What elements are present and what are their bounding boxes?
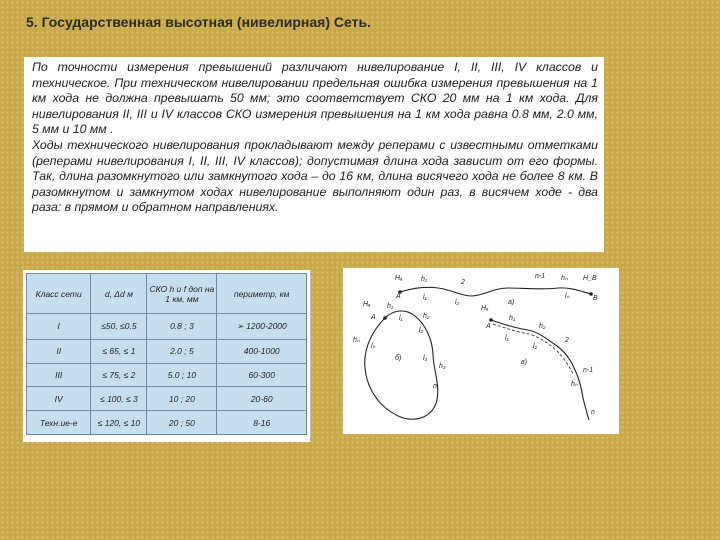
label-l2-open: l₂ (455, 299, 460, 306)
label-h1-open: h₁ (421, 276, 428, 283)
label-l3-closed: l₃ (423, 355, 428, 362)
cell-perimeter: ➢ 1200-2000 (217, 314, 307, 340)
leveling-routes-diagram (343, 268, 619, 434)
closed-route-line (365, 311, 438, 419)
label-ha-open: Hₐ (395, 275, 403, 282)
table-row (27, 411, 307, 435)
header-perimeter: периметр, км (217, 274, 307, 314)
cell-class: Техн.ие-е (27, 411, 91, 435)
point-a-closed (383, 316, 387, 320)
cell-sko: 0.8 ; 3 (147, 314, 217, 340)
cell-distance: ≤ 120, ≤ 10 (91, 411, 147, 435)
label-hn-open: hₙ (561, 275, 568, 282)
classes-table-panel (23, 270, 311, 442)
label-n1-hanging: n-1 (583, 367, 594, 374)
label-h1-closed: h₁ (387, 303, 394, 310)
point-a-hanging (489, 318, 493, 322)
label-h2-hanging: h₂ (539, 323, 546, 330)
cell-class: II (27, 339, 91, 363)
label-hn-closed: hₙ (353, 337, 360, 344)
cell-perimeter: 60-300 (217, 363, 307, 387)
leveling-routes-svg (343, 268, 619, 434)
table-row (27, 387, 307, 411)
cell-sko: 2.0 ; 5 (147, 339, 217, 363)
cell-class: I (27, 314, 91, 340)
label-hn-hanging: hₙ (571, 381, 578, 388)
slide-title: 5. Государственная высотная (нивелирная) Сеть. (26, 14, 371, 30)
header-distance: d, Δd м (91, 274, 147, 314)
paragraph-classes: По точности измерения превышений различают нивелирование I, II, III, IV классов и техническое. При техническом нивелировании предельная ошибка измерения превышения на 1 км хода не должна превышать 50 мм; это соответствует СКО 20 мм на 1 км хода. Для нивелирования II, III и IV классов СКО измерения превышения на 1 км хода равна 0.8 мм, 2.0 мм, 5 мм и 10 мм . (32, 60, 598, 137)
cell-perimeter: 8-16 (217, 411, 307, 435)
label-a-open: A (396, 293, 401, 300)
cell-distance: ≤ 100, ≤ 3 (91, 387, 147, 411)
label-n1-open: n-1 (535, 273, 546, 280)
label-n-closed: n (433, 383, 437, 390)
cell-distance: ≤50, ≤0.5 (91, 314, 147, 340)
label-a-route: a) (508, 299, 515, 306)
cell-distance: ≤ 75, ≤ 2 (91, 363, 147, 387)
label-h2-closed: h₂ (423, 313, 430, 320)
label-b-route: б) (395, 355, 402, 362)
label-a-closed: A (371, 314, 376, 321)
label-ln-open: lₙ (565, 293, 570, 300)
cell-sko: 5.0 ; 10 (147, 363, 217, 387)
table-row (27, 339, 307, 363)
paragraph-routes: Ходы технического нивелирования прокладывают между реперами с известными отметками (реперами нивелирования I, II, III, IV классов); допустимая длина хода зависит от его формы. Так, длина разомкнутого или замкнутого хода – до 16 км, длина висячего хода не более 8 км. В разомкнутом и замкнутом ходах нивелирование выполняют один раз, в висячем ходе - два раза: в прямом и обратном направлениях. (32, 137, 598, 215)
cell-perimeter: 400-1000 (217, 339, 307, 363)
table-row (27, 314, 307, 340)
label-l1-open: l₁ (423, 294, 427, 301)
label-a-hanging: A (486, 323, 491, 330)
label-b-open: B (593, 295, 598, 302)
label-n-hanging: n (591, 409, 595, 416)
classes-table (26, 273, 307, 435)
cell-class: IV (27, 387, 91, 411)
open-route-line (400, 287, 591, 296)
table-row (27, 363, 307, 387)
label-ln-closed: lₙ (371, 343, 376, 350)
header-sko: СКО h и f доп на 1 км, мм (147, 274, 217, 314)
label-h3-closed: h₃ (439, 363, 446, 370)
label-2-open: 2 (461, 279, 465, 286)
header-class: Класс сети (27, 274, 91, 314)
cell-sko: 10 ; 20 (147, 387, 217, 411)
cell-sko: 20 ; 50 (147, 411, 217, 435)
label-l1-closed: l₁ (399, 315, 403, 322)
label-l2-closed: l₂ (419, 327, 424, 334)
label-hb-open: H_B (583, 275, 597, 282)
label-ha-closed: Hₐ (363, 301, 371, 308)
label-ha-hanging: Hₐ (481, 305, 489, 312)
cell-perimeter: 20-60 (217, 387, 307, 411)
label-c-route: в) (521, 359, 527, 366)
label-l2-hanging: l₂ (533, 343, 538, 350)
cell-distance: ≤ 65, ≤ 1 (91, 339, 147, 363)
cell-class: III (27, 363, 91, 387)
label-2-hanging: 2 (565, 337, 569, 344)
label-l1-hanging: l₁ (505, 335, 509, 342)
label-h1-hanging: h₁ (509, 315, 516, 322)
text-panel (24, 57, 604, 252)
